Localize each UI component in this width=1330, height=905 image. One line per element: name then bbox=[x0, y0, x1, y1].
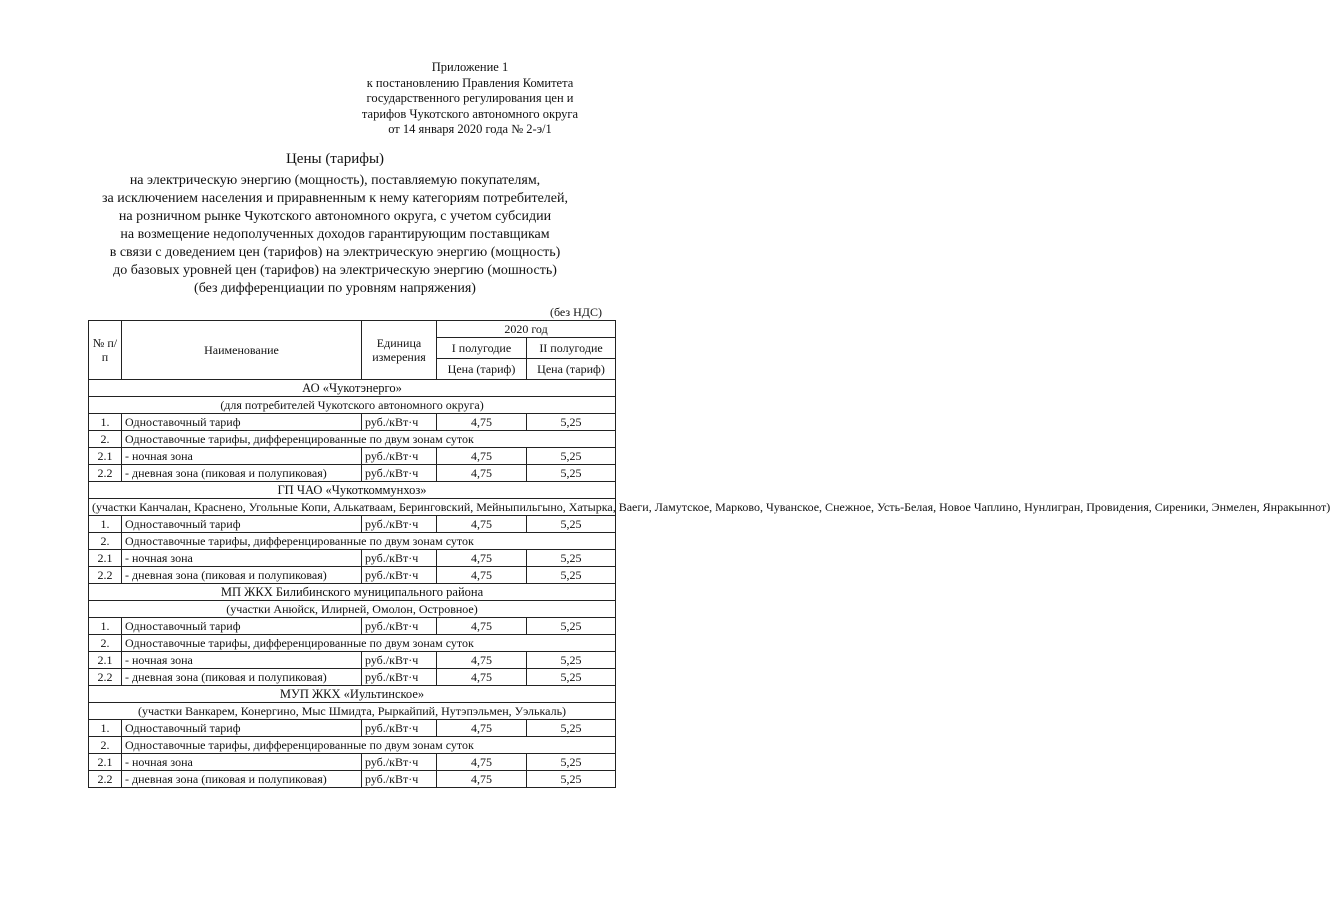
table-row bbox=[89, 567, 616, 584]
row-number: 2. bbox=[89, 431, 122, 448]
header-price2: Цена (тариф) bbox=[527, 359, 616, 380]
row-unit: руб./кВт·ч bbox=[362, 771, 437, 788]
title-line: в связи с доведением цен (тарифов) на электрическую энергию (мощность) bbox=[109, 245, 561, 260]
appendix-line: Приложение 1 bbox=[431, 60, 509, 74]
page-title: Цены (тарифы) bbox=[285, 151, 385, 167]
table-row bbox=[89, 448, 616, 465]
row-name: Одноставочный тариф bbox=[122, 516, 362, 533]
row-number: 2.1 bbox=[89, 754, 122, 771]
header-half2: II полугодие bbox=[527, 338, 616, 359]
table-row bbox=[89, 465, 616, 482]
org-name: МУП ЖКХ «Иультинское» bbox=[89, 686, 616, 703]
row-name: Одноставочные тарифы, дифференцированные по двум зонам суток bbox=[122, 635, 616, 652]
table-row bbox=[89, 771, 616, 788]
header-unit: Единица измерения bbox=[362, 321, 437, 380]
row-name: Одноставочный тариф bbox=[122, 414, 362, 431]
table-row bbox=[89, 618, 616, 635]
vat-note: (без НДС) bbox=[549, 305, 602, 319]
row-unit: руб./кВт·ч bbox=[362, 669, 437, 686]
section-sub-row bbox=[89, 703, 616, 720]
row-number: 1. bbox=[89, 516, 122, 533]
section-sub-row bbox=[89, 397, 616, 414]
title-line: до базовых уровней цен (тарифов) на электрическую энергию (мошность) bbox=[113, 263, 557, 278]
row-unit: руб./кВт·ч bbox=[362, 652, 437, 669]
row-price-h1: 4,75 bbox=[437, 465, 527, 482]
row-price-h2: 5,25 bbox=[527, 618, 616, 635]
row-price-h2: 5,25 bbox=[527, 669, 616, 686]
row-number: 2.1 bbox=[89, 550, 122, 567]
section-sub-row bbox=[89, 499, 616, 516]
document-title bbox=[50, 150, 620, 298]
header-price1: Цена (тариф) bbox=[437, 359, 527, 380]
row-number: 1. bbox=[89, 618, 122, 635]
org-name: МП ЖКХ Билибинского муниципального района bbox=[89, 584, 616, 601]
section-org-row bbox=[89, 584, 616, 601]
table-row bbox=[89, 652, 616, 669]
row-price-h2: 5,25 bbox=[527, 516, 616, 533]
row-number: 2. bbox=[89, 533, 122, 550]
row-number: 2. bbox=[89, 635, 122, 652]
table-row bbox=[89, 720, 616, 737]
row-unit: руб./кВт·ч bbox=[362, 618, 437, 635]
row-number: 2.2 bbox=[89, 771, 122, 788]
row-unit: руб./кВт·ч bbox=[362, 754, 437, 771]
row-price-h2: 5,25 bbox=[527, 414, 616, 431]
table-row bbox=[89, 635, 616, 652]
row-price-h1: 4,75 bbox=[437, 652, 527, 669]
row-price-h1: 4,75 bbox=[437, 618, 527, 635]
header-num: № п/п bbox=[89, 321, 122, 380]
row-number: 2.1 bbox=[89, 448, 122, 465]
row-name: - дневная зона (пиковая и полупиковая) bbox=[122, 465, 362, 482]
table-row bbox=[89, 550, 616, 567]
row-price-h1: 4,75 bbox=[437, 771, 527, 788]
row-price-h2: 5,25 bbox=[527, 720, 616, 737]
org-subtitle: (участки Ванкарем, Конергино, Мыс Шмидта, Рыркайпий, Нутэпэльмен, Уэлькаль) bbox=[89, 703, 616, 720]
row-price-h1: 4,75 bbox=[437, 550, 527, 567]
appendix-line: государственного регулирования цен и bbox=[366, 91, 574, 105]
table-row bbox=[89, 414, 616, 431]
row-price-h2: 5,25 bbox=[527, 771, 616, 788]
table-row bbox=[89, 737, 616, 754]
row-number: 1. bbox=[89, 720, 122, 737]
row-name: Одноставочные тарифы, дифференцированные по двум зонам суток bbox=[122, 737, 616, 754]
row-name: - ночная зона bbox=[122, 652, 362, 669]
row-unit: руб./кВт·ч bbox=[362, 516, 437, 533]
row-price-h1: 4,75 bbox=[437, 516, 527, 533]
row-number: 2.1 bbox=[89, 652, 122, 669]
row-unit: руб./кВт·ч bbox=[362, 448, 437, 465]
row-name: Одноставочный тариф bbox=[122, 720, 362, 737]
row-price-h2: 5,25 bbox=[527, 652, 616, 669]
title-line: за исключением населения и приравненным к нему категориям потребителей, bbox=[102, 191, 568, 206]
row-unit: руб./кВт·ч bbox=[362, 465, 437, 482]
row-price-h2: 5,25 bbox=[527, 550, 616, 567]
row-number: 1. bbox=[89, 414, 122, 431]
row-name: - дневная зона (пиковая и полупиковая) bbox=[122, 669, 362, 686]
row-price-h1: 4,75 bbox=[437, 720, 527, 737]
section-org-row bbox=[89, 686, 616, 703]
table-row bbox=[89, 431, 616, 448]
row-name: - ночная зона bbox=[122, 754, 362, 771]
org-name: ГП ЧАО «Чукоткоммунхоз» bbox=[89, 482, 616, 499]
tariff-table bbox=[88, 320, 1330, 788]
row-price-h1: 4,75 bbox=[437, 669, 527, 686]
title-line: (без дифференциации по уровням напряжения) bbox=[194, 281, 476, 296]
appendix-header bbox=[340, 60, 600, 138]
title-line: на электрическую энергию (мощность), поставляемую покупателям, bbox=[129, 173, 541, 188]
table-row bbox=[89, 754, 616, 771]
header-name: Наименование bbox=[122, 321, 362, 380]
appendix-line: от 14 января 2020 года № 2-э/1 bbox=[388, 122, 552, 136]
table-row bbox=[89, 516, 616, 533]
row-name: - ночная зона bbox=[122, 448, 362, 465]
section-sub-row bbox=[89, 601, 616, 618]
org-subtitle: (участки Анюйск, Илирней, Омолон, Островное) bbox=[89, 601, 616, 618]
org-subtitle: (участки Канчалан, Краснено, Угольные Копи, Алькатваам, Беринговский, Мейныпильгыно, Хатырка, Ваеги, Ламутское, Марково, Чуванское, Снежное, Усть-Белая, Новое Чаплино, Нунлигран, Провидения, Сиреники, Энмелен, Янракыннот) bbox=[89, 499, 616, 516]
row-price-h1: 4,75 bbox=[437, 567, 527, 584]
row-price-h2: 5,25 bbox=[527, 465, 616, 482]
row-number: 2.2 bbox=[89, 567, 122, 584]
row-price-h2: 5,25 bbox=[527, 448, 616, 465]
row-name: Одноставочный тариф bbox=[122, 618, 362, 635]
row-name: - дневная зона (пиковая и полупиковая) bbox=[122, 567, 362, 584]
section-org-row bbox=[89, 482, 616, 499]
row-price-h2: 5,25 bbox=[527, 567, 616, 584]
row-unit: руб./кВт·ч bbox=[362, 414, 437, 431]
header-half1: I полугодие bbox=[437, 338, 527, 359]
row-name: - ночная зона bbox=[122, 550, 362, 567]
org-subtitle: (для потребителей Чукотского автономного округа) bbox=[89, 397, 616, 414]
row-number: 2. bbox=[89, 737, 122, 754]
row-unit: руб./кВт·ч bbox=[362, 567, 437, 584]
table-row bbox=[89, 669, 616, 686]
appendix-line: к постановлению Правления Комитета bbox=[366, 75, 574, 90]
row-price-h1: 4,75 bbox=[437, 448, 527, 465]
table-row bbox=[89, 533, 616, 550]
row-unit: руб./кВт·ч bbox=[362, 550, 437, 567]
appendix-line: тарифов Чукотского автономного округа bbox=[361, 106, 579, 121]
row-number: 2.2 bbox=[89, 669, 122, 686]
row-name: - дневная зона (пиковая и полупиковая) bbox=[122, 771, 362, 788]
row-number: 2.2 bbox=[89, 465, 122, 482]
table-body bbox=[89, 380, 1330, 788]
section-org-row bbox=[89, 380, 616, 397]
org-name: АО «Чукотэнерго» bbox=[89, 380, 616, 397]
title-line: на возмещение недополученных доходов гарантирующим поставщикам bbox=[120, 227, 550, 242]
row-unit: руб./кВт·ч bbox=[362, 720, 437, 737]
row-name: Одноставочные тарифы, дифференцированные по двум зонам суток bbox=[122, 533, 616, 550]
row-price-h1: 4,75 bbox=[437, 754, 527, 771]
header-year: 2020 год bbox=[437, 321, 616, 338]
row-name: Одноставочные тарифы, дифференцированные по двум зонам суток bbox=[122, 431, 616, 448]
row-price-h1: 4,75 bbox=[437, 414, 527, 431]
title-line: на розничном рынке Чукотского автономного округа, с учетом субсидии bbox=[118, 209, 552, 224]
row-price-h2: 5,25 bbox=[527, 754, 616, 771]
